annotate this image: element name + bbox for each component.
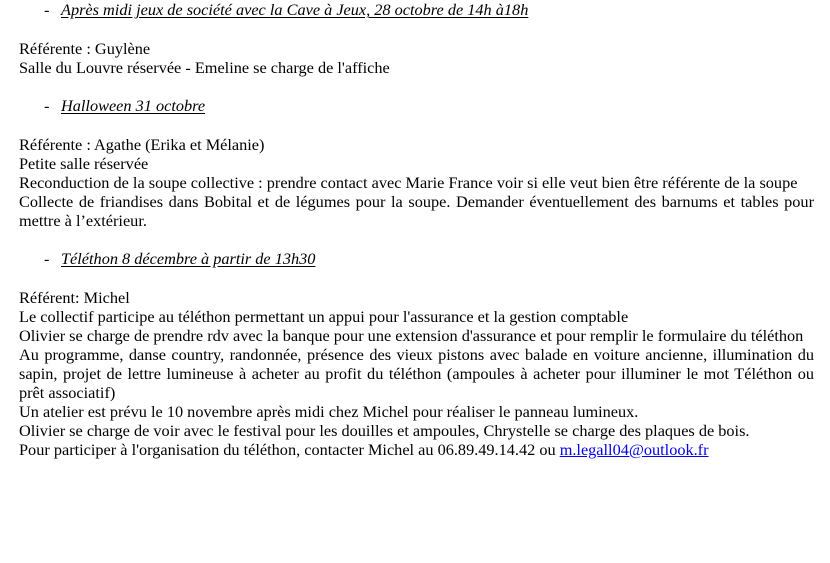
section-title-text: Halloween 31 octobre	[61, 96, 206, 115]
section-line: Salle du Louvre réservée - Emeline se charge de l'affiche	[19, 58, 390, 77]
section-title-text: Après midi jeux de société avec la Cave à Jeux, 28 octobre de 14h à18h	[61, 0, 529, 19]
section-line: Collecte de friandises dans Bobital et de légumes pour la soupe. Demander éventuellement des barnums et tables pour mettre à l’extérieur.	[19, 192, 814, 230]
section-line: Référente : Agathe (Erika et Mélanie)	[19, 135, 265, 154]
contact-line	[19, 440, 814, 459]
section-title-jeux	[19, 0, 814, 20]
section-line: Référente : Guylène	[19, 39, 151, 58]
section-line: Référent: Michel	[19, 288, 130, 307]
section-title-telethon	[19, 249, 814, 269]
bullet: -	[44, 249, 50, 268]
bullet: -	[44, 96, 50, 115]
section-line: Au programme, danse country, randonnée, présence des vieux pistons avec balade en voiture ancienne, illumination du sapin, projet de lettre lumineuse à acheter au profit du téléthon (ampoules à acheter pour illuminer le mot Téléthon ou prêt associatif)	[19, 345, 814, 402]
section-line: Un atelier est prévu le 10 novembre après midi chez Michel pour réaliser le panneau lumineux.	[19, 402, 639, 421]
contact-text: Pour participer à l'organisation du téléthon, contacter Michel au 06.89.49.14.42 ou	[19, 440, 560, 459]
section-title-text: Téléthon 8 décembre à partir de 13h30	[61, 249, 316, 268]
section-line: Olivier se charge de prendre rdv avec la banque pour une extension d'assurance et pour remplir le formulaire du téléthon	[19, 326, 804, 345]
section-title-halloween	[19, 96, 814, 116]
section-line: Reconduction de la soupe collective : prendre contact avec Marie France voir si elle veut bien être référente de la soupe	[19, 173, 798, 192]
email-link[interactable]: m.legall04@outlook.fr	[559, 440, 709, 459]
bullet: -	[44, 0, 50, 19]
section-line: Petite salle réservée	[19, 154, 149, 173]
section-line: Olivier se charge de voir avec le festival pour les douilles et ampoules, Chrystelle se charge des plaques de bois.	[19, 421, 750, 440]
section-line: Le collectif participe au téléthon permettant un appui pour l'assurance et la gestion comptable	[19, 307, 629, 326]
